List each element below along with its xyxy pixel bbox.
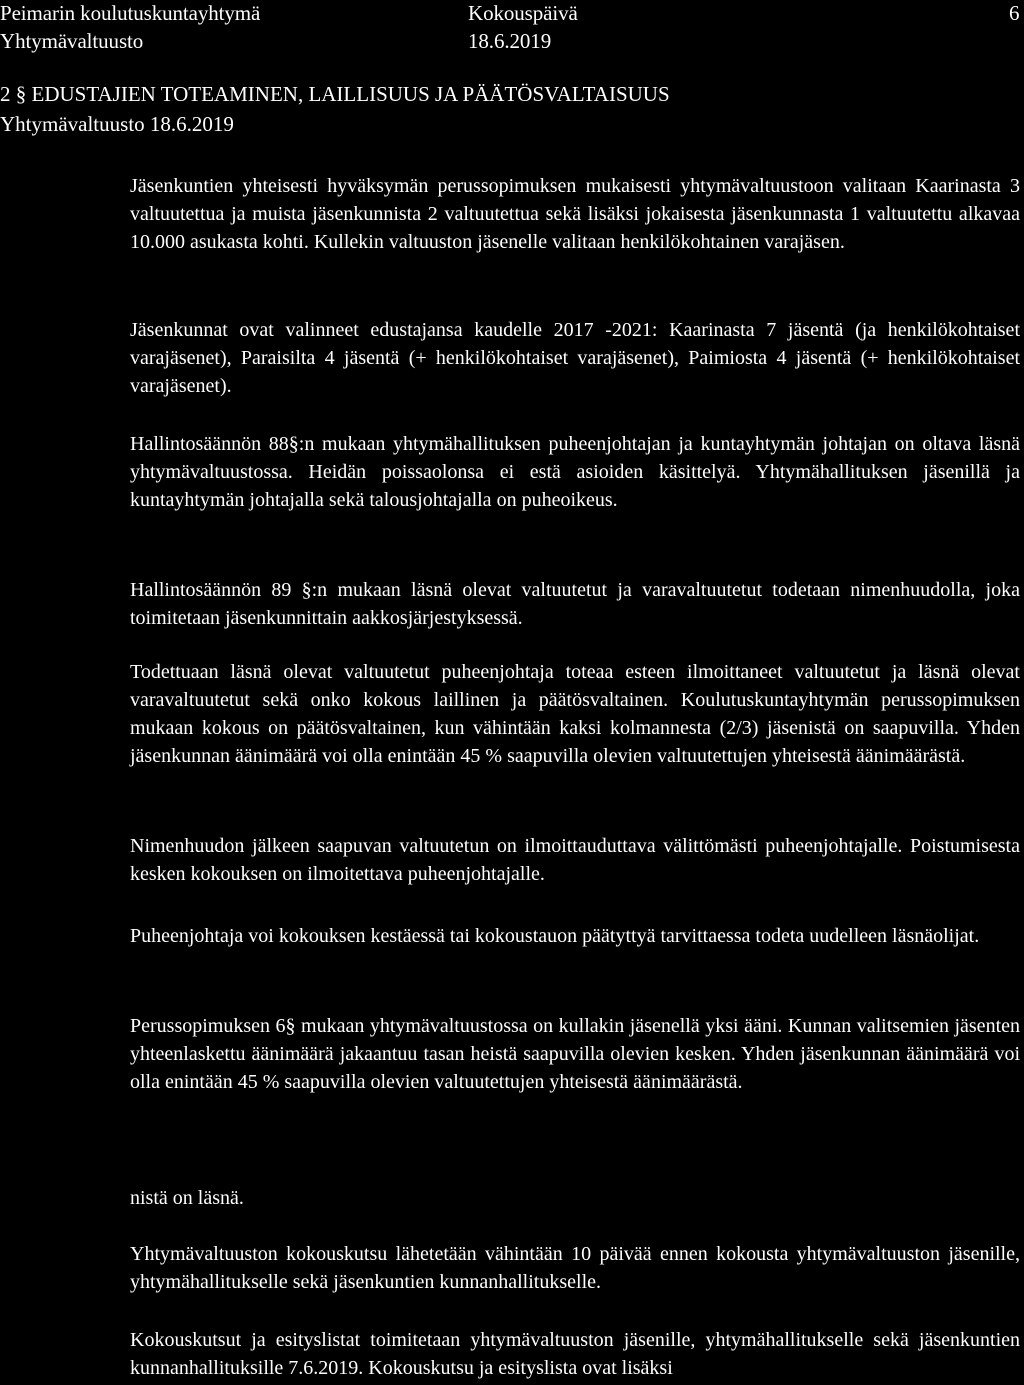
paragraph-invitation: Yhtymävaltuuston kokouskutsu lähetetään vähintään 10 päivää ennen kokousta yhtymävaltuuston jäsenille, yhtymähallitukselle sekä jäsenkuntien kunnanhallitukselle. [130,1243,1020,1293]
paragraph-rule-88: Hallintosäännön 88§:n mukaan yhtymähallituksen puheenjohtajan ja kuntayhtymän johtajan on oltava läsnä yhtymävaltuustossa. Heidän poissaolonsa ei estä asioiden käsittelyä. Yhtymähallituksen jäsenillä ja kuntayhtymän johtajalla sekä talousjohtajalla on puheoikeus. [130,433,1020,511]
header-date-value: 18.6.2019 [468,29,552,53]
paragraph-quorum: Todettuaan läsnä olevat valtuutetut puheenjohtaja toteaa esteen ilmoittaneet valtuutetut ja läsnä olevat varavaltuutetut sekä onko kokous laillinen ja päätösvaltainen. Koulutuskuntayhtymän perussopimuksen mukaan kokous on päätösvaltainen, kun vähintään kaksi kolmannesta (2/3) jäsenistä on saapuvilla. Yhden jäsenkunnan äänimäärä voi olla enintään 45 % saapuvilla olevien valtuutettujen yhteisestä äänimäärästä. [130,661,1020,767]
section-title: 2 § EDUSTAJIEN TOTEAMINEN, LAILLISUUS JA PÄÄTÖSVALTAISUUS [0,82,670,106]
paragraph-voting-rights: Perussopimuksen 6§ mukaan yhtymävaltuustossa on kullakin jäsenellä yksi ääni. Kunnan valitsemien jäsenten yhteenlaskettu äänimäärä jakaantuu tasan heistä saapuvilla olevien kesken. Yhden jäsenkunnan äänimäärä voi olla enintään 45 % saapuvilla olevien valtuutettujen yhteisestä äänimäärästä. [130,1015,1020,1093]
header-page-number: 6 [1009,1,1020,25]
header-date-label: Kokouspäivä [468,1,578,25]
header-organization: Peimarin koulutuskuntayhtymä [0,1,261,25]
paragraph-fragment: nistä on läsnä. [130,1187,244,1209]
paragraph-late-arrival: Nimenhuudon jälkeen saapuvan valtuutetun on ilmoittauduttava välittömästi puheenjohtajalle. Poistumisesta kesken kokouksen on ilmoitettava puheenjohtajalle. [130,835,1020,885]
paragraph-recheck-attendance: Puheenjohtaja voi kokouksen kestäessä tai kokoustauon päätyttyä tarvittaessa todeta uudelleen läsnäolijat. [130,925,980,947]
paragraph-representation-rules: Jäsenkuntien yhteisesti hyväksymän perussopimuksen mukaisesti yhtymävaltuustoon valitaan Kaarinasta 3 valtuutettua ja muista jäsenkunnista 2 valtuutettua sekä lisäksi jokaisesta jäsenkunnasta 1 valtuutettu alkavaa 10.000 asukasta kohti. Kullekin valtuuston jäsenelle valitaan henkilökohtainen varajäsen. [130,175,1020,253]
header-body-name: Yhtymävaltuusto [0,29,144,53]
paragraph-representatives-2017-2021: Jäsenkunnat ovat valinneet edustajansa kaudelle 2017 -2021: Kaarinasta 7 jäsentä (ja henkilökohtaiset varajäsenet), Paraisilta 4 jäsentä (+ henkilökohtaiset varajäsenet), Paimiosta 4 jäsentä (+ henkilökohtaiset varajäsenet). [130,319,1020,397]
paragraph-rule-89: Hallintosäännön 89 §:n mukaan läsnä olevat valtuutetut ja varavaltuutetut todetaan nimenhuudolla, joka toimitetaan jäsenkunnittain aakkosjärjestyksessä. [130,579,1020,629]
section-subtitle: Yhtymävaltuusto 18.6.2019 [0,112,234,136]
paragraph-agenda-delivery: Kokouskutsut ja esityslistat toimitetaan yhtymävaltuuston jäsenille, yhtymähallitukselle sekä jäsenkuntien kunnanhallituksille 7.6.2019. Kokouskutsu ja esityslista ovat lisäksi [130,1329,1020,1379]
